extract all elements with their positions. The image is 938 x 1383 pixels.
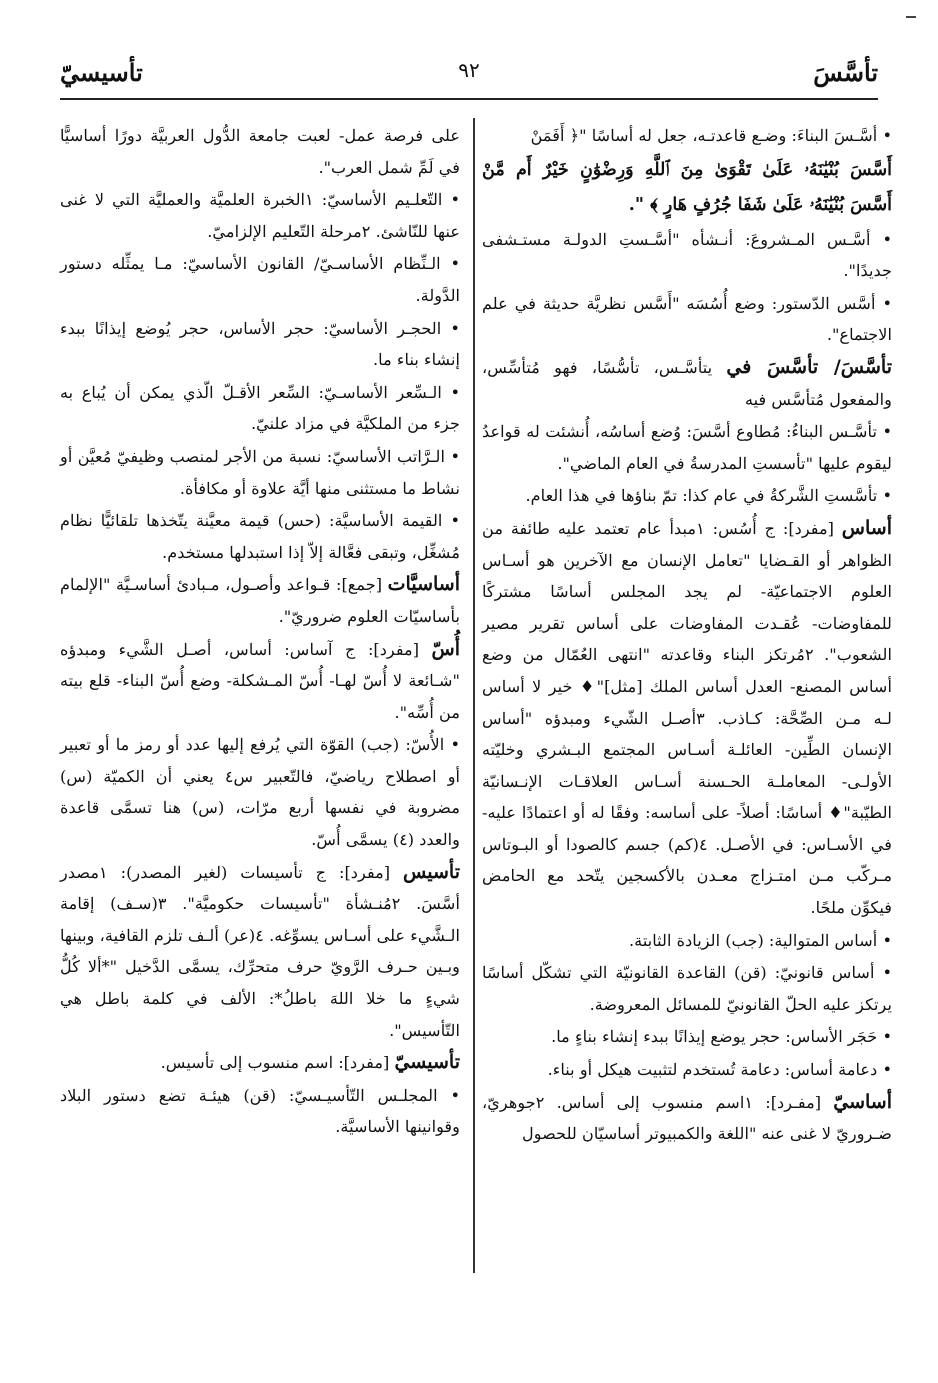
entry-text: • أسَّس الدّستور: وضع أُسُسَه "أَسَّس نظريَّة حديثة في علم الاجتماع".: [482, 293, 892, 345]
entry: [60, 120, 460, 183]
header-right-word: تأسَّسَ: [813, 58, 878, 87]
headword: أُسّ: [431, 637, 460, 660]
entry-text: • أساس المتوالية: (جب) الزيادة الثابتة.: [629, 930, 892, 950]
entry: [60, 441, 460, 504]
headword: أساسيَّات: [387, 573, 460, 596]
entry: [482, 513, 892, 924]
headword: تأسَّسَ/ تأسَّسَ في: [726, 355, 892, 378]
header-divider: [60, 98, 878, 100]
corner-mark: [906, 16, 916, 18]
headword: تأسيسيّ: [394, 1051, 460, 1074]
entry: [60, 634, 460, 729]
entry-text: على فرصة عمل- لعبت جامعة الدُّول العربيَّة دورًا أساسيًّا في لَمِّ شمل العرب".: [60, 126, 460, 177]
entry-text: يتأسَّـس، تأسُّسًا، فهو مُتأسِّس، والمفعول مُتأسَّس فيه: [482, 357, 892, 409]
entry: [60, 729, 460, 855]
entry: [60, 248, 460, 311]
entry-text: أَسَّسَ بُنْيَٰنَهُۥ عَلَىٰ تَقْوَىٰ مِنَ ٱللَّهِ وَرِضْوَٰنٍ خَيْرٌ أَم مَّنْ أَسَّسَ بُنْيَٰنَهُۥ عَلَىٰ شَفَا جُرُفٍ هَارٍ ﴾ ".: [482, 159, 892, 215]
entry-text: [مفرد]: ج أُسُس: ١مبدأ عام تعتمد عليه طائفة من الظواهر أو القـضايا "تعامل الإنسان مع الآخرين هو أسـاس العلوم الاجتماعيّة- لم يجد المجلس أساسًا مشتركًا للمفاوضات- عُقـدت المفاوضات على أساس تقرير مصير الشعوب". ٢مُرتكز البناء وقاعدته "انتهى العُمّال من وضع أساس المصنع- العدل أساس الملك [مثل]"♦ خير لا أساس لـه مـن الصِّحَّة: كـاذب. ٣أصـل الشّيء ومبدؤه "أساس الإنسان الطِّين- العائلـة أسـاس المجتمع البـشري وخليّته الأولـى- المعاملـة الحـسنة أسـاس العلاقـات الإنـسانيّة الطيّبة"♦ أساسًا: أصلاً- على أساسه: وفقًا له أو اعتمادًا عليه- في الأسـاس: في الأصـل. ٤(كم) جسم كالصودا أو البـوتاس مـركّب مـن امتـزاج معـدن بالأكسجين يتّحد مع الحامض فيكوِّن ملحًا.: [482, 518, 892, 918]
entry-text: • التّعلـيم الأساسيّ: ١الخبرة العلميَّة والعمليَّة التي لا غنى عنها للنّاشئ. ٢مرحلة التّعليم الإلزاميّ.: [60, 190, 460, 241]
right-column: [482, 120, 892, 1151]
page-number: ٩٢: [458, 58, 480, 82]
entry: [482, 416, 892, 479]
entry: [60, 857, 460, 1047]
entry-text: • تأسَّـس البناءُ: مُطاوع أسَّسَ: وُضع أساسُه، أُنشئت له قواعدُ ليقوم عليها "تأسستِ المدرسةُ في العام الماضي".: [482, 422, 892, 473]
entry-text: • أساس قانونيّ: (قن) القاعدة القانونيّة التي تشكّل أساسًا يرتكز عليه الحلّ القانونيّ للمسائل المعروضة.: [482, 963, 892, 1014]
left-column: [60, 120, 460, 1144]
entry-text: • الأُسّ: (جب) القوّة التي يُرفع إليها عدد أو رمز ما أو تعبير أو اصطلاح رياضيّ، فالتّعبير س٤ يعني أن الكميّة (س) مضروبة في نفسها أربع مرّات، (س) هنا تسمَّى قاعدة والعدد (٤) يسمَّى أُسّ.: [60, 735, 461, 850]
page-header: [60, 52, 878, 92]
entry-text: • حَجَر الأساس: حجر يوضع إيذانًا ببدء إنشاء بناءٍ ما.: [551, 1027, 892, 1047]
entry: [482, 1087, 892, 1150]
entry: [482, 1021, 892, 1053]
entry-text: • الـسِّعر الأساسـيّ: السِّعر الأقـلّ الّذي يمكن أن يُباع به جزء من الملكيَّة في مزاد علنيّ.: [60, 382, 460, 434]
entry: [482, 1054, 892, 1086]
entry-text: [مفرد]: اسم منسوب إلى تأسيس.: [160, 1053, 395, 1073]
entry-text: • الـرَّاتب الأساسيّ: نسبة من الأجر لمنصب وظيفيّ مُعيَّن أو نشاط ما مستثنى منها أيَّة علاوة أو مكافأة.: [60, 446, 460, 498]
entry: [482, 224, 892, 287]
header-left-word: تأسيسيّ: [60, 58, 143, 87]
entry: [482, 288, 892, 351]
entry: [482, 925, 892, 957]
headword: أساس: [841, 516, 892, 539]
entry: [482, 352, 892, 415]
headword: تأسيس: [403, 860, 460, 883]
column-divider: [473, 118, 475, 1273]
entry-text: [مفرد]: ج تأسيسات (لغير المصدر): ١مصدر أسَّسَ. ٢مُنـشأة "تأسيسات حكوميَّة". ٣(سـف) إقامة الـشَّيء على أسـاس يسوِّغه. ٤(عر) ألـف تلزم القافية، وبينها وبـين حـرف الرَّويّ حرف متحرِّك، يسمَّى الدَّخيل "*ألا كُلُّ شيءٍ ما خلا اللهَ باطلُ*: الألف في كلمة باطل هي التّأسيس".: [60, 862, 460, 1040]
entry: [482, 957, 892, 1020]
entry-text: [مفـرد]: ١اسم منسوب إلى أساس. ٢جوهريّ، ضـروريّ لا غنى عنه "اللغة والكمبيوتر أساسيّان للحصول: [482, 1092, 892, 1144]
entry-text: [مفرد]: ج آساس: أساس، أصـل الشَّيء ومبدؤه "شـائعة لا أُسّ لهـا- أُسّ المـشكلة- وضع أُسّ البناء- قلع بيته من أُسِّه".: [60, 639, 460, 722]
entry-text: • دعامة أساس: دعامة تُستخدم لتثبيت هيكل أو بناء.: [547, 1060, 892, 1080]
quran-quote: [482, 153, 892, 223]
entry: [60, 184, 460, 247]
entry-text: • المجلـس التّأسيـسيّ: (قن) هيئـة تضع دستور البلاد وقوانينها الأساسيَّة.: [60, 1085, 460, 1137]
entry: [60, 505, 460, 568]
entry-text: • الحجـر الأساسيّ: حجر الأساس، حجر يُوضع إيذانًا ببدء إنشاء بناء ما.: [60, 318, 460, 370]
entry-text: • تأسَّستِ الشَّركةُ في عام كذا: تمّ بناؤها في هذا العام.: [525, 486, 892, 506]
entry: [60, 1047, 460, 1079]
entry-text: [جمع]: قـواعد وأصـول، مـبادئ أساسـيَّة "الإلمام بأساسيّات العلوم ضروريّ".: [60, 575, 460, 626]
entry-text: • الـنِّظام الأساسـيّ/ القانون الأساسيّ: مـا يمثِّله دستور الدَّولة.: [60, 254, 460, 305]
entry: [60, 313, 460, 376]
entry-text: • أسَّـسَ البناءَ: وضـع قاعدتـه، جعل له أساسًا "﴿ أَفَمَنْ: [530, 126, 892, 145]
entry: [482, 120, 892, 152]
entry: [60, 569, 460, 632]
entry: [60, 377, 460, 440]
entry-text: • أسَّـس المـشروعَ: أنـشأه "أسَّـستِ الدولـة مستـشفى جديدًا".: [482, 229, 892, 281]
headword: أساسيّ: [833, 1090, 892, 1113]
entry: [482, 480, 892, 512]
entry-text: • القيمة الأساسيَّة: (حس) قيمة معيَّنة يتّخذها تلقائيًّا نظام مُشغِّل، وتبقى فعَّالة إلاّ إذا استبدلها مستخدم.: [60, 511, 460, 562]
entry: [60, 1080, 460, 1143]
